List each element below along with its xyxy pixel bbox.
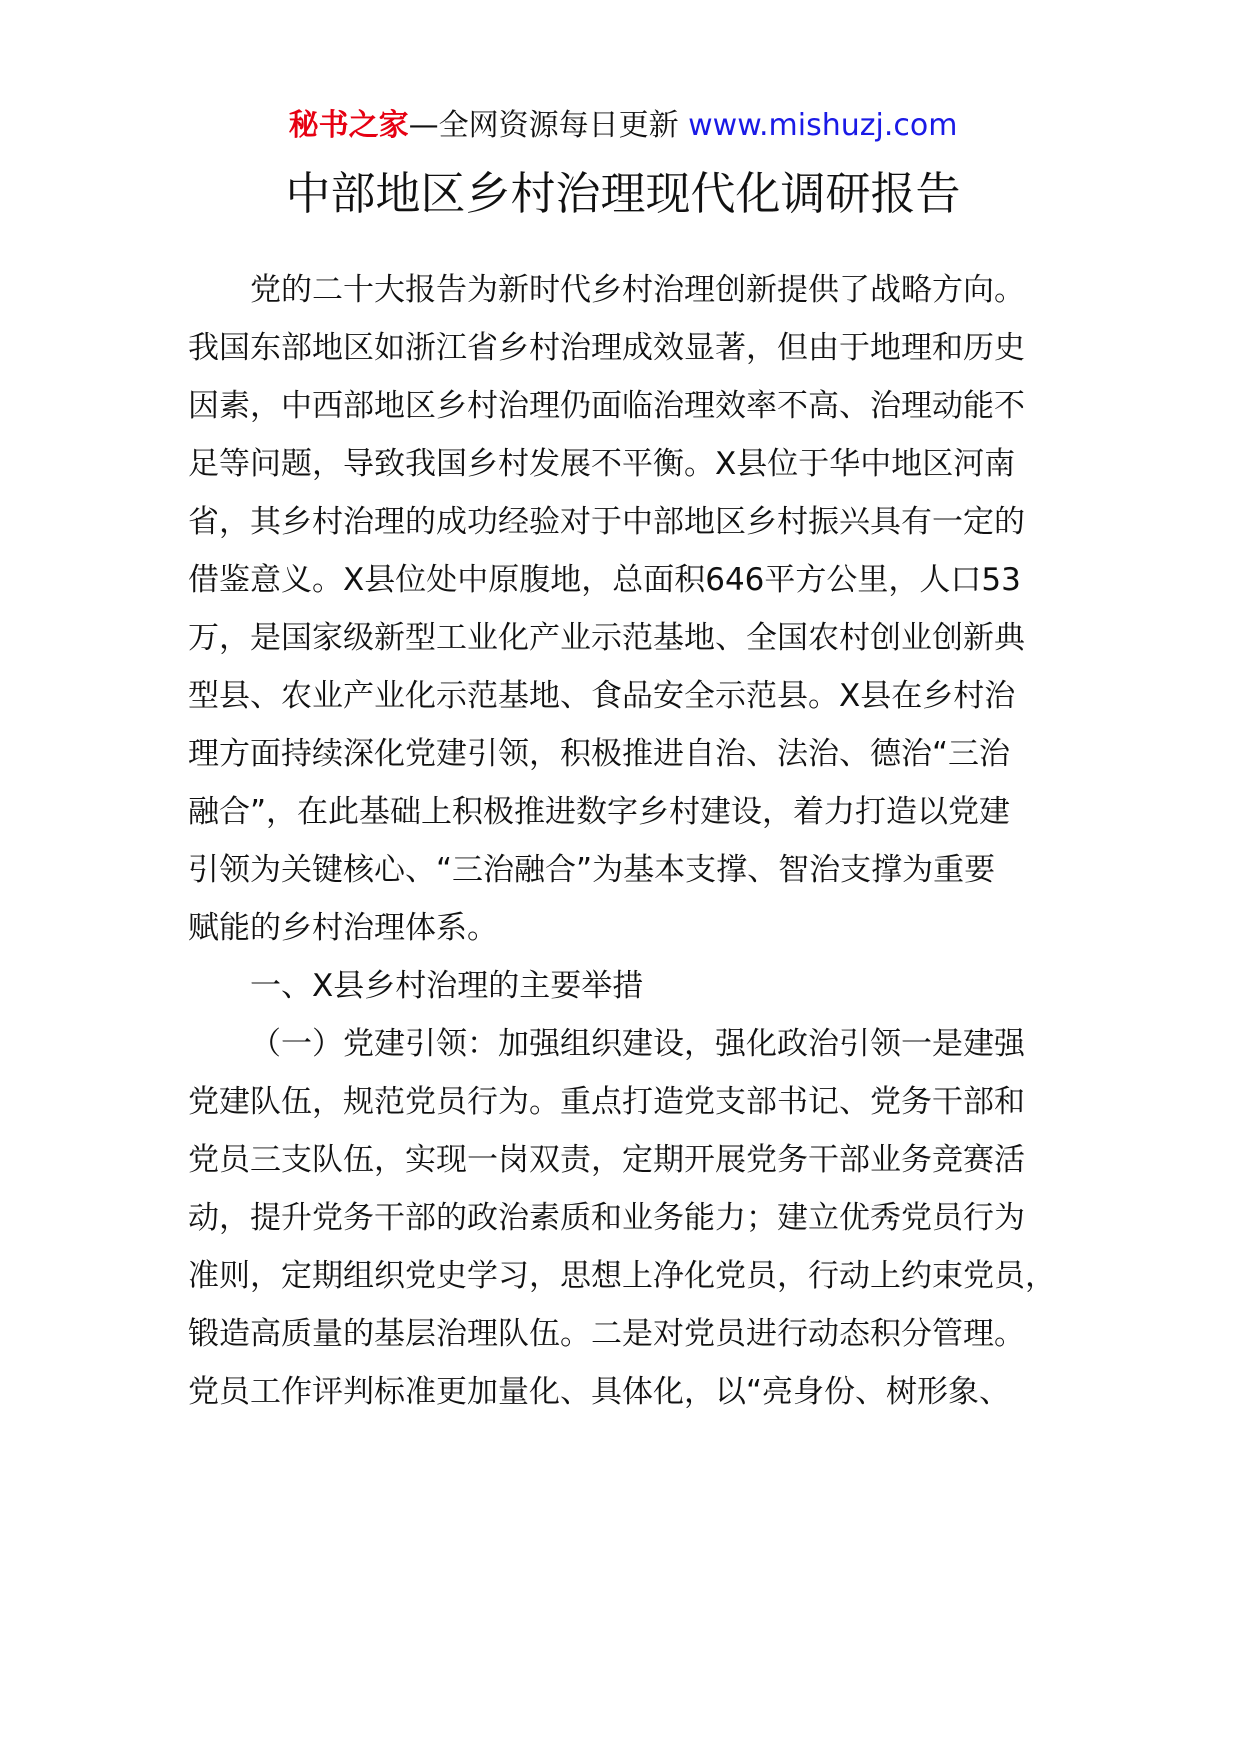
banner-tagline: —全网资源每日更新 [408, 108, 679, 143]
paragraph-line: 理方面持续深化党建引领，积极推进自治、法治、德治“三治 [188, 736, 1011, 772]
paragraph-line: 引领为关键核心、“三治融合”为基本支撑、智治支撑为重要 [188, 852, 996, 888]
paragraph-line: 动，提升党务干部的政治素质和业务能力；建立优秀党员行为 [188, 1200, 1025, 1236]
paragraph-line: 赋能的乡村治理体系。 [188, 910, 498, 946]
section-heading: 一、X县乡村治理的主要举措 [250, 968, 644, 1004]
site-url-link[interactable]: www.mishuzj.com [688, 108, 958, 143]
paragraph-line: 借鉴意义。X县位处中原腹地，总面积646平方公里，人口53 [188, 562, 1021, 598]
paragraph-line: 党建队伍，规范党员行为。重点打造党支部书记、党务干部和 [188, 1084, 1025, 1120]
paragraph-line: 锻造高质量的基层治理队伍。二是对党员进行动态积分管理。 [188, 1316, 1025, 1352]
paragraph-line: 省，其乡村治理的成功经验对于中部地区乡村振兴具有一定的 [188, 504, 1025, 540]
paragraph-line: 党的二十大报告为新时代乡村治理创新提供了战略方向。 [250, 272, 1025, 308]
paragraph-line: 党员工作评判标准更加量化、具体化，以“亮身份、树形象、 [188, 1374, 1011, 1410]
paragraph-line: 足等问题，导致我国乡村发展不平衡。X县位于华中地区河南 [188, 446, 1016, 482]
paragraph-line: 准则，定期组织党史学习，思想上净化党员，行动上约束党员， [188, 1258, 1056, 1294]
subsection-line: （一）党建引领：加强组织建设，强化政治引领一是建强 [250, 1026, 1025, 1062]
paragraph-line: 融合”，在此基础上积极推进数字乡村建设，着力打造以党建 [188, 794, 1011, 830]
paragraph-line: 党员三支队伍，实现一岗双责，定期开展党务干部业务竞赛活 [188, 1142, 1025, 1178]
document-title: 中部地区乡村治理现代化调研报告 [285, 167, 961, 220]
site-banner [188, 106, 1058, 146]
paragraph-line: 型县、农业产业化示范基地、食品安全示范县。X县在乡村治 [188, 678, 1016, 714]
brand-name: 秘书之家 [288, 108, 409, 143]
paragraph-line: 因素，中西部地区乡村治理仍面临治理效率不高、治理动能不 [188, 388, 1025, 424]
document-page [188, 0, 1058, 1754]
paragraph-line: 万，是国家级新型工业化产业示范基地、全国农村创业创新典 [188, 620, 1025, 656]
paragraph-line: 我国东部地区如浙江省乡村治理成效显著，但由于地理和历史 [188, 330, 1025, 366]
